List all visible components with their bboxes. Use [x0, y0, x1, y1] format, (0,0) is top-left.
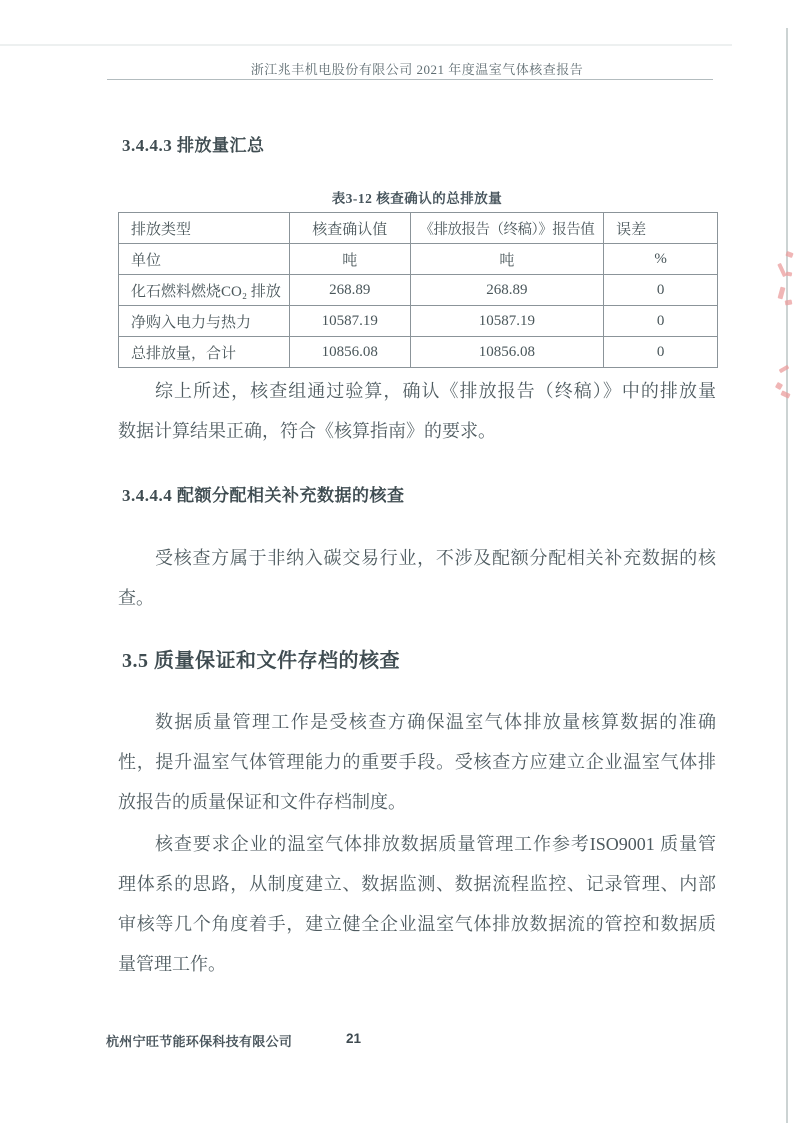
table-caption: 表3-12 核查确认的总排放量: [331, 191, 503, 206]
table-row: [119, 275, 718, 306]
paragraph-line: 性，提升温室气体管理能力的重要手段。受核查方应建立企业温室气体排: [118, 752, 716, 772]
paragraph-line: 理体系的思路，从制度建立、数据监测、数据流程监控、记录管理、内部: [118, 874, 716, 894]
table-total-row: [119, 337, 718, 368]
table-header-cell: 核查确认值: [289, 213, 410, 244]
table-cell: 268.89: [410, 275, 603, 306]
table-cell: 10856.08: [410, 337, 603, 368]
table-header-cell: 误差: [604, 213, 718, 244]
scan-smudge-line: [0, 44, 732, 46]
table-header-row: [119, 213, 718, 244]
footer-company-name: 杭州宁旺节能环保科技有限公司: [106, 1034, 293, 1049]
footer-page-number: 21: [346, 1031, 362, 1046]
paragraph-line: 核查要求企业的温室气体排放数据质量管理工作参考ISO9001 质量管: [155, 834, 716, 854]
table-cell: 吨: [410, 244, 603, 275]
table-row: [119, 306, 718, 337]
table-cell: 总排放量，合计: [119, 337, 290, 368]
table-cell: 10856.08: [289, 337, 410, 368]
paragraph-line: 受核查方属于非纳入碳交易行业，不涉及配额分配相关补充数据的核: [155, 548, 716, 568]
table-cell: 单位: [119, 244, 290, 275]
table-unit-row: [119, 244, 718, 275]
paragraph-line: 放报告的质量保证和文件存档制度。: [118, 792, 406, 812]
table-cell: 0: [604, 275, 718, 306]
running-header-title: 浙江兆丰机电股份有限公司 2021 年度温室气体核查报告: [250, 62, 584, 77]
header-rule: [107, 79, 713, 80]
red-seal-fragment: [785, 299, 793, 305]
red-seal-fragment: [778, 287, 786, 300]
red-seal-fragment: [786, 272, 793, 277]
red-seal-fragment: [780, 390, 790, 398]
paragraph-line: 量管理工作。: [118, 954, 226, 974]
table-cell: 268.89: [289, 275, 410, 306]
paragraph-line: 查。: [118, 588, 154, 608]
table-header-cell: 《排放报告（终稿）》报告值: [410, 213, 603, 244]
page-scan-edge-line: [786, 28, 788, 1123]
table-header-cell: 排放类型: [119, 213, 290, 244]
section-heading-3-5: 3.5 质量保证和文件存档的核查: [122, 650, 400, 672]
table-cell: %: [604, 244, 718, 275]
paragraph-iso9001: [118, 824, 716, 984]
table-cell: 化石燃料燃烧CO₂ 排放: [119, 275, 290, 306]
table-cell: 吨: [289, 244, 410, 275]
paragraph-quota-allocation: [118, 538, 716, 618]
table-cell: 10587.19: [410, 306, 603, 337]
red-seal-fragment: [775, 382, 783, 390]
paragraph-line: 审核等几个角度着手，建立健全企业温室气体排放数据流的管控和数据质: [118, 914, 716, 934]
table-cell: 0: [604, 306, 718, 337]
section-heading-3-4-4-3: 3.4.4.3 排放量汇总: [122, 136, 265, 155]
emissions-summary-table: [118, 212, 718, 368]
paragraph-line: 数据质量管理工作是受核查方确保温室气体排放量核算数据的准确: [155, 712, 716, 732]
table-cell: 0: [604, 337, 718, 368]
paragraph-conclusion: [118, 371, 716, 451]
section-heading-3-4-4-4: 3.4.4.4 配额分配相关补充数据的核查: [122, 486, 405, 505]
table-cell: 10587.19: [289, 306, 410, 337]
paragraph-line: 数据计算结果正确，符合《核算指南》的要求。: [118, 421, 496, 441]
table-cell: 净购入电力与热力: [119, 306, 290, 337]
paragraph-quality-management: [118, 702, 716, 822]
paragraph-line: 综上所述，核查组通过验算，确认《排放报告（终稿）》中的排放量: [155, 381, 716, 401]
